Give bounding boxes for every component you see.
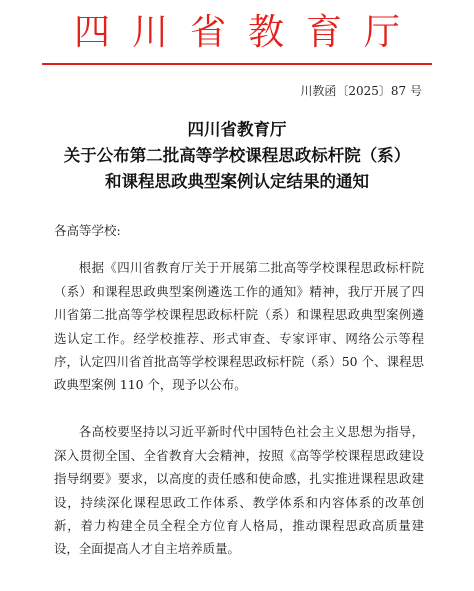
body-paragraph-2: 各高校要坚持以习近平新时代中国特色社会主义思想为指导，深入贯彻全国、全省教育大会精神，按照《高等学校课程思政建设指导纲要》要求，以高度的责任感和使命感，扎实推进课程思政建设，持续深化课程思政工作体系、教学体系和内容体系的改革创新，着力构建全员全程全方位育人格局，推动课程思政高质量建设，全面提高人才自主培养质量。 <box>54 424 424 557</box>
salutation: 各高等学校: <box>54 223 121 238</box>
title-line-2: 关于公布第二批高等学校课程思政标杆院（系） <box>63 146 411 165</box>
title-line-1: 四川省教育厅 <box>187 120 287 139</box>
body-paragraph-1: 根据《四川省教育厅关于开展第二批高等学校课程思政标杆院（系）和课程思政典型案例遴选工作的通知》精神，我厅开展了四川省第二批高等学校课程思政标杆院（系）和课程思政典型案例遴选认定工作。经学校推荐、形式审查、专家评审、网络公示等程序，认定四川省首批高等学校课程思政标杆院（系）50 个、课程思政典型案例 110 个，现予以公布。 <box>54 260 424 393</box>
document-number: 川教函〔2025〕87 号 <box>300 84 422 98</box>
letterhead-red-rule <box>42 63 432 65</box>
title-line-3: 和课程思政典型案例认定结果的通知 <box>105 172 369 191</box>
letterhead-org-name: 四川省教育厅 <box>73 12 422 53</box>
